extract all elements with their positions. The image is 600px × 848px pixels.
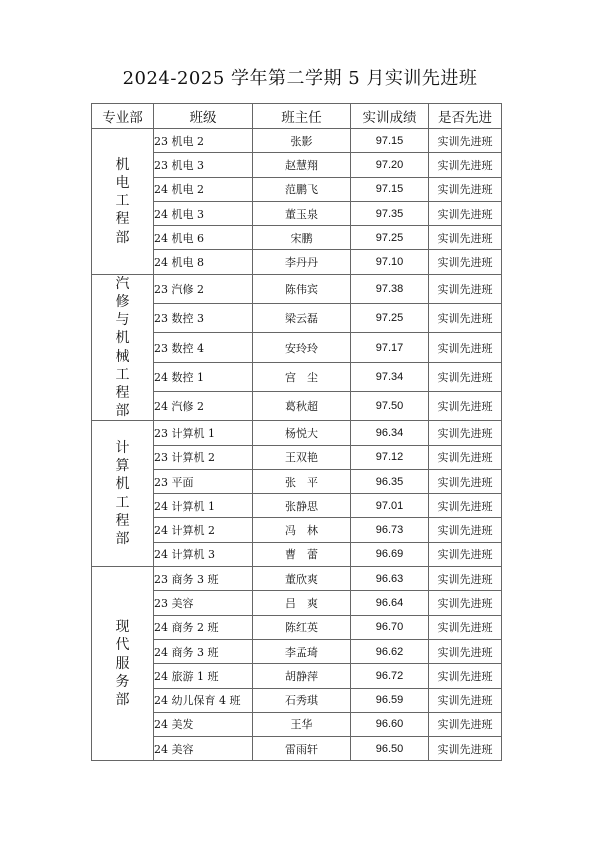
advanced-cell: 实训先进班: [429, 177, 502, 201]
class-cell: 24 汽修 2: [154, 391, 253, 420]
class-cell: 24 数控 1: [154, 362, 253, 391]
class-cell: 23 计算机 1: [154, 421, 253, 445]
advanced-cell: 实训先进班: [429, 615, 502, 639]
class-cell: 24 美发: [154, 712, 253, 736]
department-cell: [92, 421, 154, 567]
table-body: [92, 129, 502, 761]
class-cell: 24 商务 2 班: [154, 615, 253, 639]
teacher-cell: 葛秋超: [253, 391, 351, 420]
table-row: [92, 494, 502, 518]
class-cell: 24 幼儿保育 4 班: [154, 688, 253, 712]
advanced-cell: 实训先进班: [429, 201, 502, 225]
teacher-cell: 董玉泉: [253, 201, 351, 225]
advanced-cell: 实训先进班: [429, 421, 502, 445]
teacher-cell: 张静思: [253, 494, 351, 518]
teacher-cell: 李丹丹: [253, 250, 351, 274]
teacher-cell: 曹 蕾: [253, 542, 351, 566]
class-cell: 23 汽修 2: [154, 274, 253, 303]
advanced-cell: 实训先进班: [429, 591, 502, 615]
table-row: [92, 688, 502, 712]
advanced-cell: 实训先进班: [429, 333, 502, 362]
table-row: [92, 226, 502, 250]
class-cell: 24 计算机 1: [154, 494, 253, 518]
advanced-cell: 实训先进班: [429, 712, 502, 736]
class-cell: 24 机电 2: [154, 177, 253, 201]
department-cell: [92, 129, 154, 275]
score-cell: 97.15: [351, 129, 429, 153]
table-row: [92, 469, 502, 493]
table-row: [92, 712, 502, 736]
class-cell: 23 机电 3: [154, 153, 253, 177]
advanced-cell: 实训先进班: [429, 362, 502, 391]
advanced-cell: 实训先进班: [429, 445, 502, 469]
score-cell: 97.34: [351, 362, 429, 391]
class-cell: 24 机电 8: [154, 250, 253, 274]
teacher-cell: 胡静萍: [253, 664, 351, 688]
score-cell: 96.62: [351, 639, 429, 663]
class-cell: 23 计算机 2: [154, 445, 253, 469]
department-name: 现代服务部: [115, 619, 130, 709]
table-row: [92, 250, 502, 274]
advanced-cell: 实训先进班: [429, 274, 502, 303]
advanced-cell: 实训先进班: [429, 226, 502, 250]
class-cell: 23 机电 2: [154, 129, 253, 153]
score-cell: 96.35: [351, 469, 429, 493]
score-cell: 97.12: [351, 445, 429, 469]
table-row: [92, 304, 502, 333]
department-name: 机电工程部: [115, 156, 130, 246]
table-row: [92, 274, 502, 303]
teacher-cell: 雷雨轩: [253, 737, 351, 761]
class-cell: 24 旅游 1 班: [154, 664, 253, 688]
table-row: [92, 664, 502, 688]
advanced-cell: 实训先进班: [429, 664, 502, 688]
advanced-cell: 实训先进班: [429, 494, 502, 518]
class-cell: 23 美容: [154, 591, 253, 615]
table-row: [92, 177, 502, 201]
score-cell: 97.20: [351, 153, 429, 177]
table-row: [92, 421, 502, 445]
advanced-cell: 实训先进班: [429, 304, 502, 333]
score-cell: 96.73: [351, 518, 429, 542]
teacher-cell: 安玲玲: [253, 333, 351, 362]
header-teacher: 班主任: [253, 104, 351, 129]
score-cell: 96.60: [351, 712, 429, 736]
class-cell: 23 数控 4: [154, 333, 253, 362]
table-row: [92, 129, 502, 153]
teacher-cell: 王华: [253, 712, 351, 736]
class-cell: 24 计算机 2: [154, 518, 253, 542]
advanced-cell: 实训先进班: [429, 469, 502, 493]
table-row: [92, 333, 502, 362]
score-cell: 97.01: [351, 494, 429, 518]
score-cell: 96.69: [351, 542, 429, 566]
teacher-cell: 杨悦大: [253, 421, 351, 445]
header-class: 班级: [154, 104, 253, 129]
score-cell: 96.70: [351, 615, 429, 639]
class-cell: 23 商务 3 班: [154, 567, 253, 591]
score-cell: 96.34: [351, 421, 429, 445]
advanced-cell: 实训先进班: [429, 391, 502, 420]
teacher-cell: 吕 爽: [253, 591, 351, 615]
department-cell: [92, 567, 154, 761]
score-cell: 97.38: [351, 274, 429, 303]
teacher-cell: 陈红英: [253, 615, 351, 639]
advanced-cell: 实训先进班: [429, 737, 502, 761]
teacher-cell: 张影: [253, 129, 351, 153]
score-cell: 96.59: [351, 688, 429, 712]
teacher-cell: 张 平: [253, 469, 351, 493]
header-department: 专业部: [92, 104, 154, 129]
teacher-cell: 陈伟宾: [253, 274, 351, 303]
score-cell: 97.25: [351, 226, 429, 250]
teacher-cell: 范鹏飞: [253, 177, 351, 201]
table-row: [92, 542, 502, 566]
table-row: [92, 391, 502, 420]
table-row: [92, 518, 502, 542]
score-cell: 96.64: [351, 591, 429, 615]
advanced-cell: 实训先进班: [429, 518, 502, 542]
score-cell: 97.50: [351, 391, 429, 420]
table-row: [92, 445, 502, 469]
class-cell: 24 机电 3: [154, 201, 253, 225]
department-name: 汽修与机械工程部: [115, 275, 130, 420]
teacher-cell: 董欣爽: [253, 567, 351, 591]
teacher-cell: 宋鹏: [253, 226, 351, 250]
table-row: [92, 567, 502, 591]
department-name: 计算机工程部: [115, 440, 130, 548]
class-cell: 23 平面: [154, 469, 253, 493]
header-advanced: 是否先进: [429, 104, 502, 129]
table-row: [92, 639, 502, 663]
score-cell: 96.50: [351, 737, 429, 761]
table-row: [92, 362, 502, 391]
header-score: 实训成绩: [351, 104, 429, 129]
teacher-cell: 石秀琪: [253, 688, 351, 712]
page-title: 2024-2025 学年第二学期 5 月实训先进班: [122, 68, 478, 89]
advanced-cell: 实训先进班: [429, 639, 502, 663]
teacher-cell: 王双艳: [253, 445, 351, 469]
table-row: [92, 153, 502, 177]
class-cell: 24 商务 3 班: [154, 639, 253, 663]
class-cell: 24 计算机 3: [154, 542, 253, 566]
score-cell: 96.63: [351, 567, 429, 591]
table-row: [92, 737, 502, 761]
advanced-cell: 实训先进班: [429, 542, 502, 566]
advanced-cell: 实训先进班: [429, 688, 502, 712]
score-cell: 97.15: [351, 177, 429, 201]
class-cell: 23 数控 3: [154, 304, 253, 333]
teacher-cell: 宫 尘: [253, 362, 351, 391]
class-cell: 24 机电 6: [154, 226, 253, 250]
advanced-cell: 实训先进班: [429, 250, 502, 274]
table-row: [92, 591, 502, 615]
advanced-class-table: [91, 103, 502, 761]
advanced-cell: 实训先进班: [429, 153, 502, 177]
table-header-row: [92, 104, 502, 129]
class-cell: 24 美容: [154, 737, 253, 761]
table-row: [92, 615, 502, 639]
teacher-cell: 梁云磊: [253, 304, 351, 333]
score-cell: 97.25: [351, 304, 429, 333]
score-cell: 97.17: [351, 333, 429, 362]
teacher-cell: 赵慧翔: [253, 153, 351, 177]
table-row: [92, 201, 502, 225]
teacher-cell: 冯 林: [253, 518, 351, 542]
score-cell: 97.10: [351, 250, 429, 274]
teacher-cell: 李孟琦: [253, 639, 351, 663]
score-cell: 97.35: [351, 201, 429, 225]
department-cell: [92, 274, 154, 421]
advanced-cell: 实训先进班: [429, 129, 502, 153]
advanced-cell: 实训先进班: [429, 567, 502, 591]
score-cell: 96.72: [351, 664, 429, 688]
